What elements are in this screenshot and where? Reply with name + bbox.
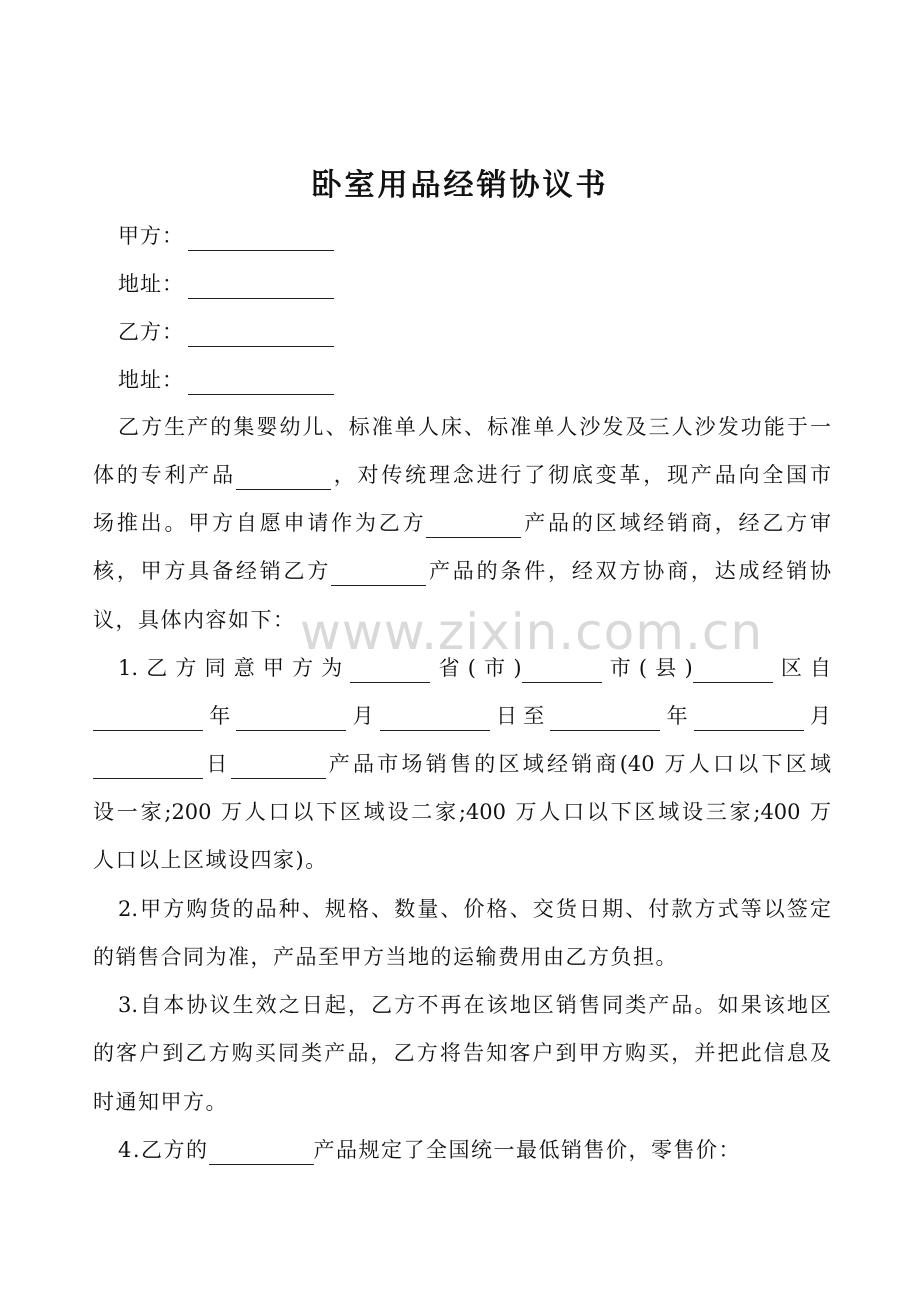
province-blank: [350, 660, 430, 683]
clause-1-text-2d: 年: [660, 704, 694, 728]
party-a-address-blank: [188, 276, 334, 299]
product-name-blank-2: [426, 515, 521, 538]
clause-1-text-3b: 产品市场销售的区域经销商(40 万人口以下区域: [325, 752, 832, 776]
clause-1-text-2e: 月: [803, 704, 832, 728]
clause-1-line-4: [93, 797, 831, 827]
intro-line-2: [93, 460, 831, 490]
intro-text-2a: 体的专利产品: [93, 463, 236, 487]
clause-2-text-1: 2.甲方购货的品种、规格、数量、价格、交货日期、付款方式等以签定: [118, 897, 831, 921]
clause-1-text-5: 人口以上区域设四家)。: [93, 848, 328, 872]
clause-3-text-3: 时通知甲方。: [93, 1090, 228, 1114]
intro-text-1: 乙方生产的集婴幼儿、标准单人床、标准单人沙发及三人沙发功能于一: [118, 415, 831, 439]
clause-1-line-1: [118, 653, 831, 683]
district-blank: [693, 660, 773, 683]
party-a-blank: [188, 228, 334, 251]
clause-1-line-2: [93, 701, 831, 731]
clause-1-text-4: 设一家;200 万人口以下区域设二家;400 万人口以下区域设三家;400 万: [93, 800, 831, 824]
product-name-blank: [236, 467, 331, 490]
clause-1-line-5: [93, 845, 831, 875]
product-blank-clause-4: [209, 1142, 314, 1165]
intro-line-3: [93, 508, 831, 538]
intro-text-4b: 产品的条件，经双方协商，达成经销协: [426, 559, 832, 583]
intro-line-1: [118, 412, 831, 442]
intro-text-3b: 产品的区域经销商，经乙方审: [521, 511, 831, 535]
end-year-blank: [550, 708, 660, 731]
clause-1-text-1a: 1.乙方同意甲方为: [118, 656, 351, 680]
city-blank: [522, 660, 602, 683]
end-day-blank: [93, 756, 203, 779]
intro-line-5: [93, 605, 831, 635]
party-a-address-label: 地址：: [118, 272, 184, 296]
clause-1-text-2a: 年: [203, 704, 237, 728]
intro-text-5: 议，具体内容如下：: [93, 608, 296, 632]
product-blank-clause-1: [231, 756, 326, 779]
clause-1-text-2c: 日至: [489, 704, 551, 728]
end-month-blank: [694, 708, 804, 731]
clause-3-text-1: 3.自本协议生效之日起，乙方不再在该地区销售同类产品。如果该地区: [118, 993, 831, 1017]
clause-1-text-1b: 省(市): [430, 656, 522, 680]
clause-2-line-1: [118, 894, 831, 924]
product-name-blank-3: [331, 563, 426, 586]
party-a-field: [118, 221, 334, 251]
start-year-blank: [93, 708, 203, 731]
party-b-address-label: 地址：: [118, 368, 184, 392]
document-title: 卧室用品经销协议书: [311, 168, 609, 203]
intro-text-2b: ，对传统理念进行了彻底变革，现产品向全国市: [330, 463, 831, 487]
watermark: www.zixin.com.cn: [300, 603, 764, 661]
clause-1-text-1d: 区自: [772, 656, 831, 680]
clause-1-text-1c: 市(县): [601, 656, 693, 680]
clause-1-text-3a: 日: [203, 752, 231, 776]
start-month-blank: [236, 708, 346, 731]
party-b-address-blank: [188, 372, 334, 395]
party-b-field: [118, 317, 334, 347]
clause-3-line-2: [93, 1038, 831, 1068]
party-a-address-field: [118, 269, 334, 299]
party-b-label: 乙方：: [118, 320, 184, 344]
party-a-label: 甲方：: [118, 224, 184, 248]
clause-1-text-2b: 月: [346, 704, 380, 728]
clause-4-text-1a: 4.乙方的: [118, 1138, 209, 1162]
clause-3-text-2: 的客户到乙方购买同类产品，乙方将告知客户到甲方购买，并把此信息及: [93, 1041, 831, 1065]
clause-1-line-3: [93, 749, 831, 779]
clause-2-text-2: 的销售合同为准，产品至甲方当地的运输费用由乙方负担。: [93, 945, 678, 969]
start-day-blank: [380, 708, 490, 731]
party-b-address-field: [118, 365, 334, 395]
clause-4-text-1b: 产品规定了全国统一最低销售价，零售价：: [313, 1138, 742, 1162]
intro-text-3a: 场推出。甲方自愿申请作为乙方: [93, 511, 427, 535]
intro-text-4a: 核，甲方具备经销乙方: [93, 559, 332, 583]
clause-2-line-2: [93, 942, 831, 972]
clause-3-line-1: [118, 990, 831, 1020]
clause-4-line-1: [118, 1135, 831, 1165]
clause-3-line-3: [93, 1087, 831, 1117]
intro-line-4: [93, 556, 831, 586]
party-b-blank: [188, 324, 334, 347]
